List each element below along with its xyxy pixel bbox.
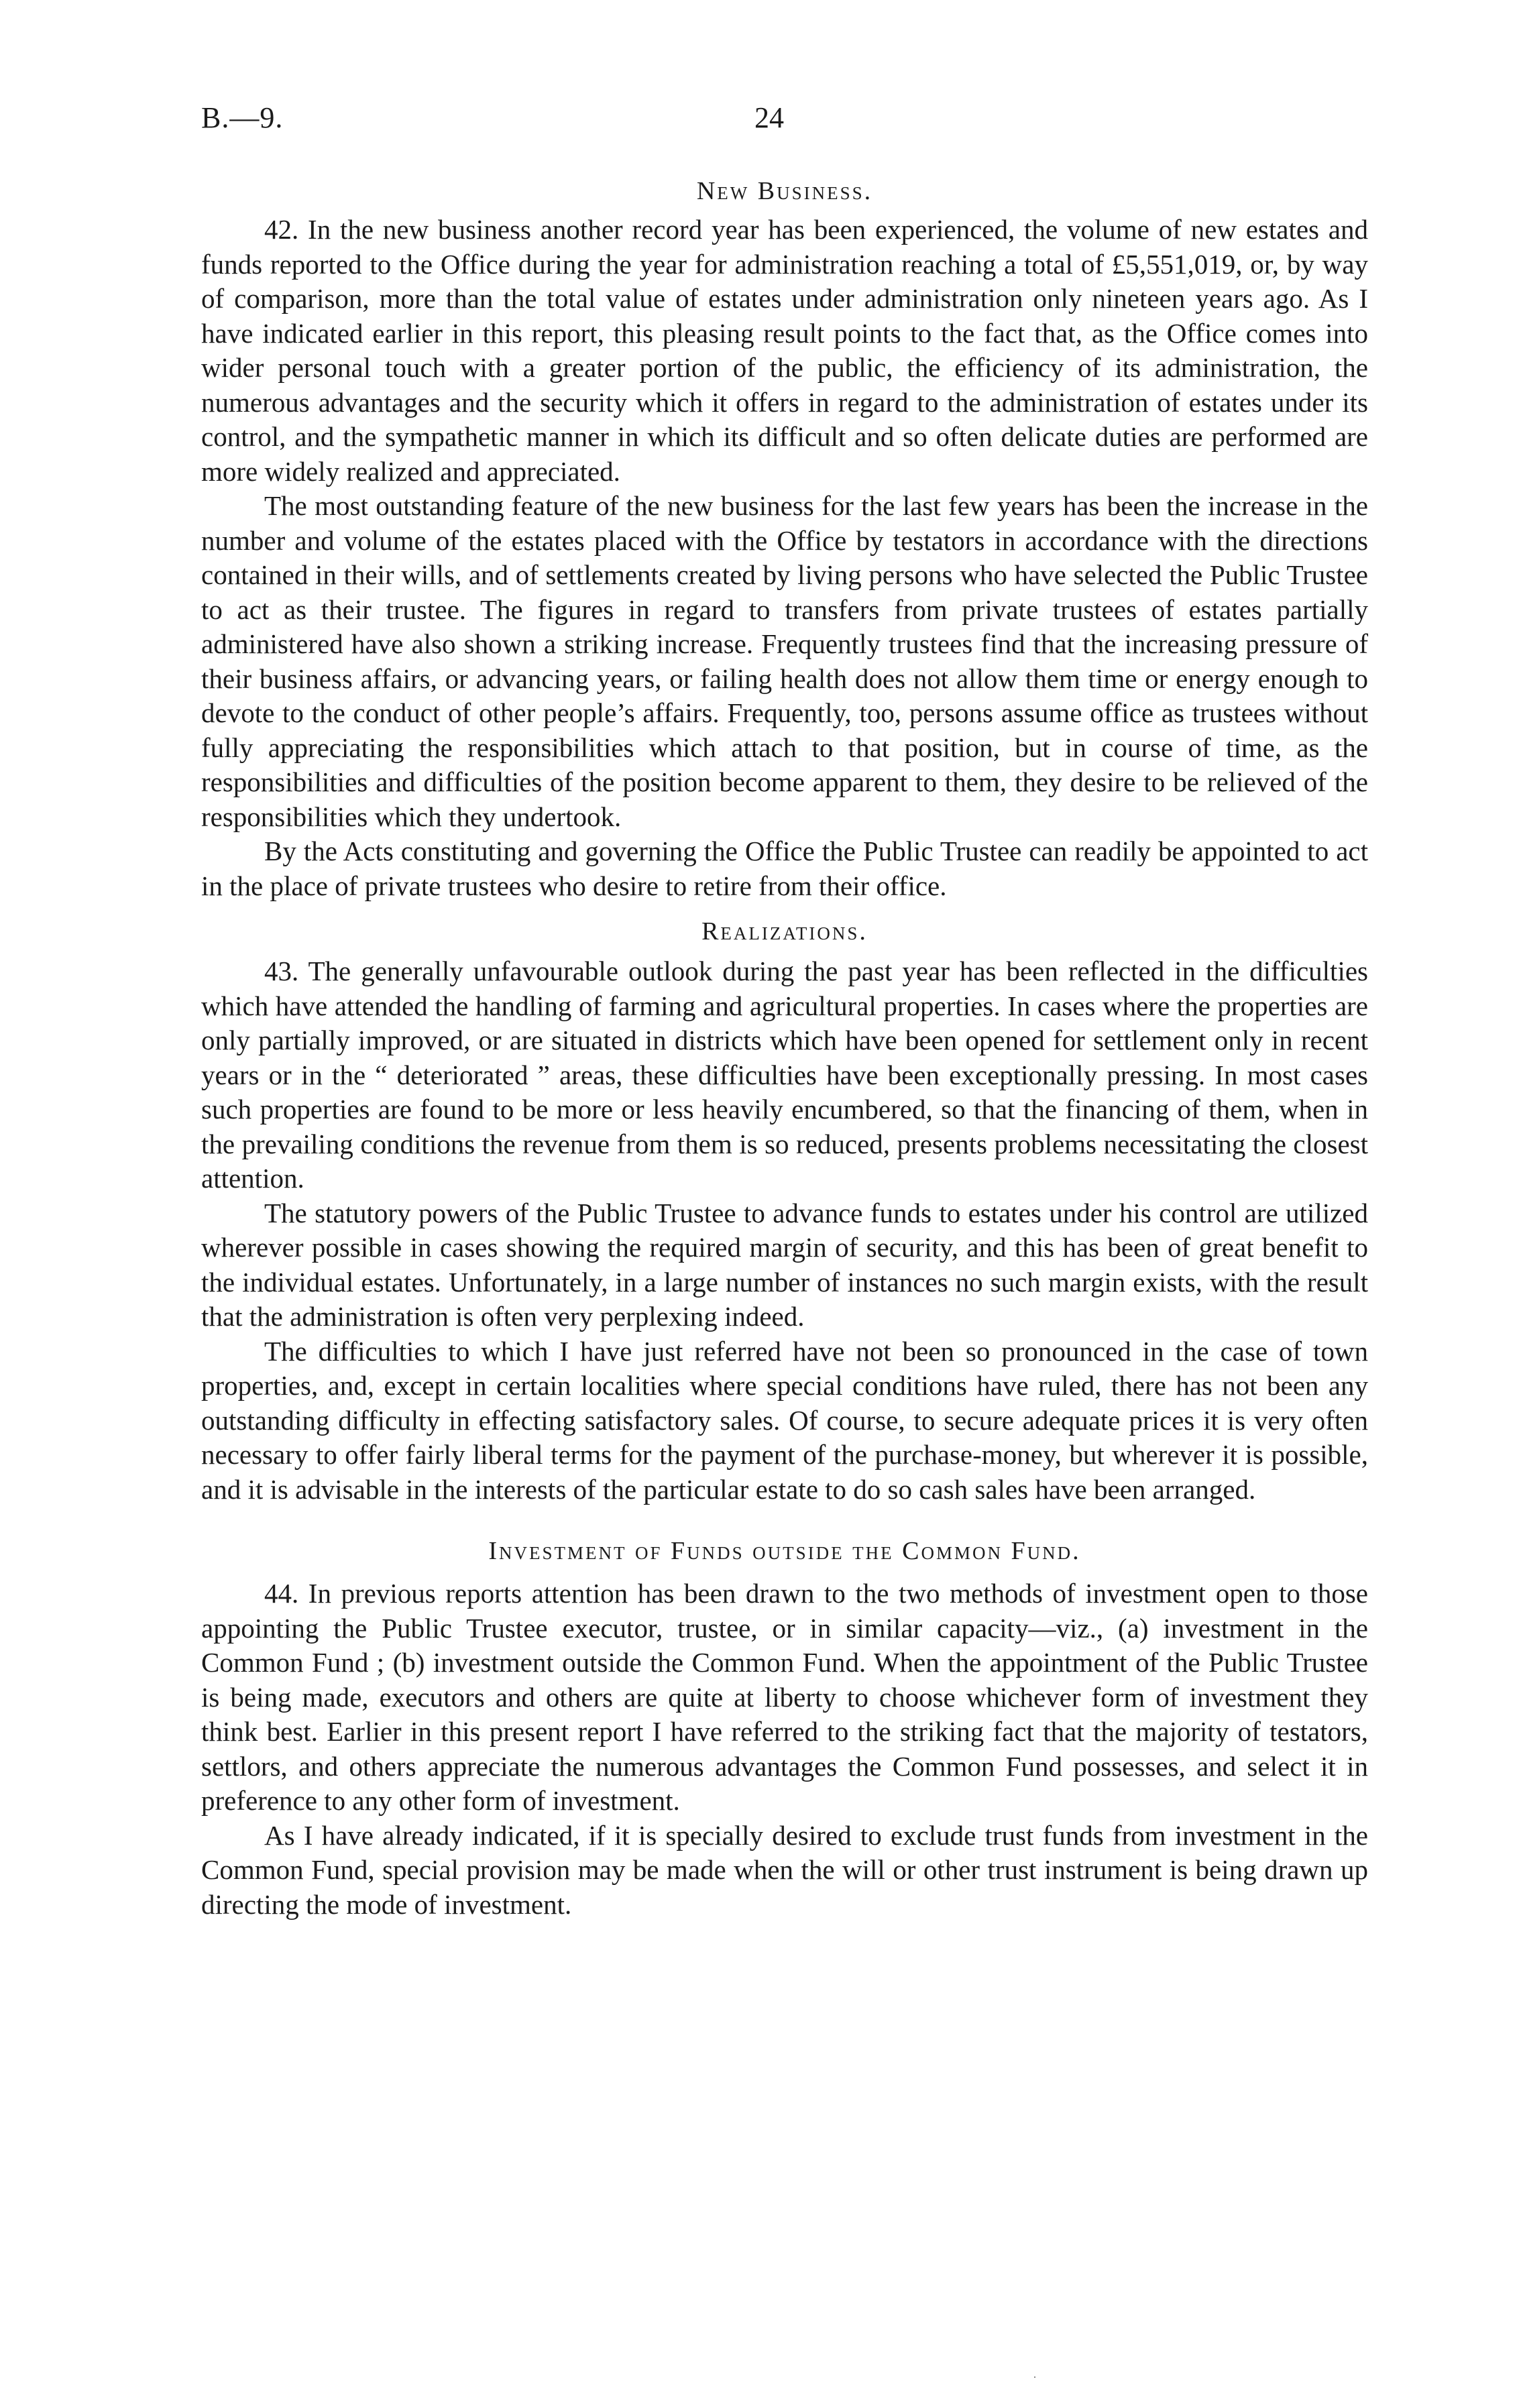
- section-realizations: [201, 911, 1368, 1507]
- paragraph-42: 42. In the new business another record year has been experienced, the volume of new estates and funds reported to the Office during the year for administration reaching a total of £5,551,019, or, by way of comparison, more than the total value of estates under administration only nineteen years ago. As I have indicated earlier in this report, this pleasing result points to the fact that, as the Office comes into wider personal touch with a greater portion of the public, the efficiency of its administration, the numerous advantages and the security which it offers in regard to the administration of estates under its control, and the sympathetic manner in which its difficult and so often delicate duties are performed are more widely realized and appreciated.: [201, 214, 1368, 487]
- page-number: 24: [754, 101, 784, 134]
- paragraph-new-business-3: By the Acts constituting and governing the Office the Public Trustee can readily be appointed to act in the place of private trustees who desire to retire from their office.: [201, 836, 1368, 901]
- page-body: [201, 171, 1368, 1922]
- paragraph-43: 43. The generally unfavourable outlook during the past year has been reflected in the difficulties which have attended the handling of farming and agricultural properties. In cases where the properties are only partially improved, or are situated in districts which have been opened for settlement only in recent years or in the “ deteriorated ” areas, these difficulties have been exceptionally pressing. In most cases such properties are found to be more or less heavily encumbered, so that the financing of them, when in the prevailing conditions the revenue from them is so reduced, presents problems necessitating the closest attention.: [201, 956, 1368, 1194]
- report-code: B.—9.: [201, 101, 284, 134]
- section-heading-investment: Investment of Funds outside the Common Fund.: [488, 1537, 1081, 1565]
- section-new-business: [201, 171, 1368, 903]
- paragraph-44: 44. In previous reports attention has been drawn to the two methods of investment open to those appointing the Public Trustee executor, trustee, or in similar capacity—viz., (a) investment in the Common Fund ; (b) investment outside the Common Fund. When the appointment of the Public Trustee is being made, executors and others are quite at liberty to choose whichever form of investment they think best. Earlier in this present report I have referred to the striking fact that the majority of testators, settlors, and others appreciate the numerous advantages the Common Fund possesses, and select it in preference to any other form of investment.: [201, 1578, 1368, 1816]
- section-heading-realizations: Realizations.: [701, 917, 868, 945]
- section-investment: [201, 1531, 1368, 1922]
- paragraph-investment-2: As I have already indicated, if it is specially desired to exclude trust funds from investment in the Common Fund, special provision may be made when the will or other trust instrument is being drawn up directing the mode of investment.: [201, 1819, 1368, 1920]
- section-heading-new-business: New Business.: [696, 177, 873, 205]
- paragraph-realizations-3: The difficulties to which I have just referred have not been so pronounced in the case of town properties, and, except in certain localities where special conditions have ruled, there has not been any outstanding difficulty in effecting satisfactory sales. Of course, to secure adequate prices it is very often necessary to offer fairly liberal terms for the payment of the purchase-money, but wherever it is possible, and it is advisable in the interests of the particular estate to do so cash sales have been arranged.: [201, 1335, 1368, 1505]
- scan-speck: ·: [1033, 2370, 1037, 2384]
- paragraph-new-business-2: The most outstanding feature of the new business for the last few years has been the increase in the number and volume of the estates placed with the Office by testators in accordance with the directions contained in their wills, and of settlements created by living persons who have selected the Public Trustee to act as their trustee. The figures in regard to transfers from private trustees of estates partially administered have also shown a striking increase. Frequently trustees find that the increasing pressure of their business affairs, or advancing years, or failing health does not allow them time or energy enough to devote to the conduct of other people’s affairs. Frequently, too, persons assume office as trustees without fully appreciating the responsibilities which attach to that position, but in course of time, as the responsibilities and difficulties of the position become apparent to them, they desire to be relieved of the responsibilities which they undertook.: [201, 490, 1368, 832]
- page-header: [201, 101, 1368, 141]
- paragraph-realizations-2: The statutory powers of the Public Trustee to advance funds to estates under his control are utilized wherever possible in cases showing the required margin of security, and this has been of great benefit to the individual estates. Unfortunately, in a large number of instances no such margin exists, with the result that the administration is often very perplexing indeed.: [201, 1197, 1368, 1332]
